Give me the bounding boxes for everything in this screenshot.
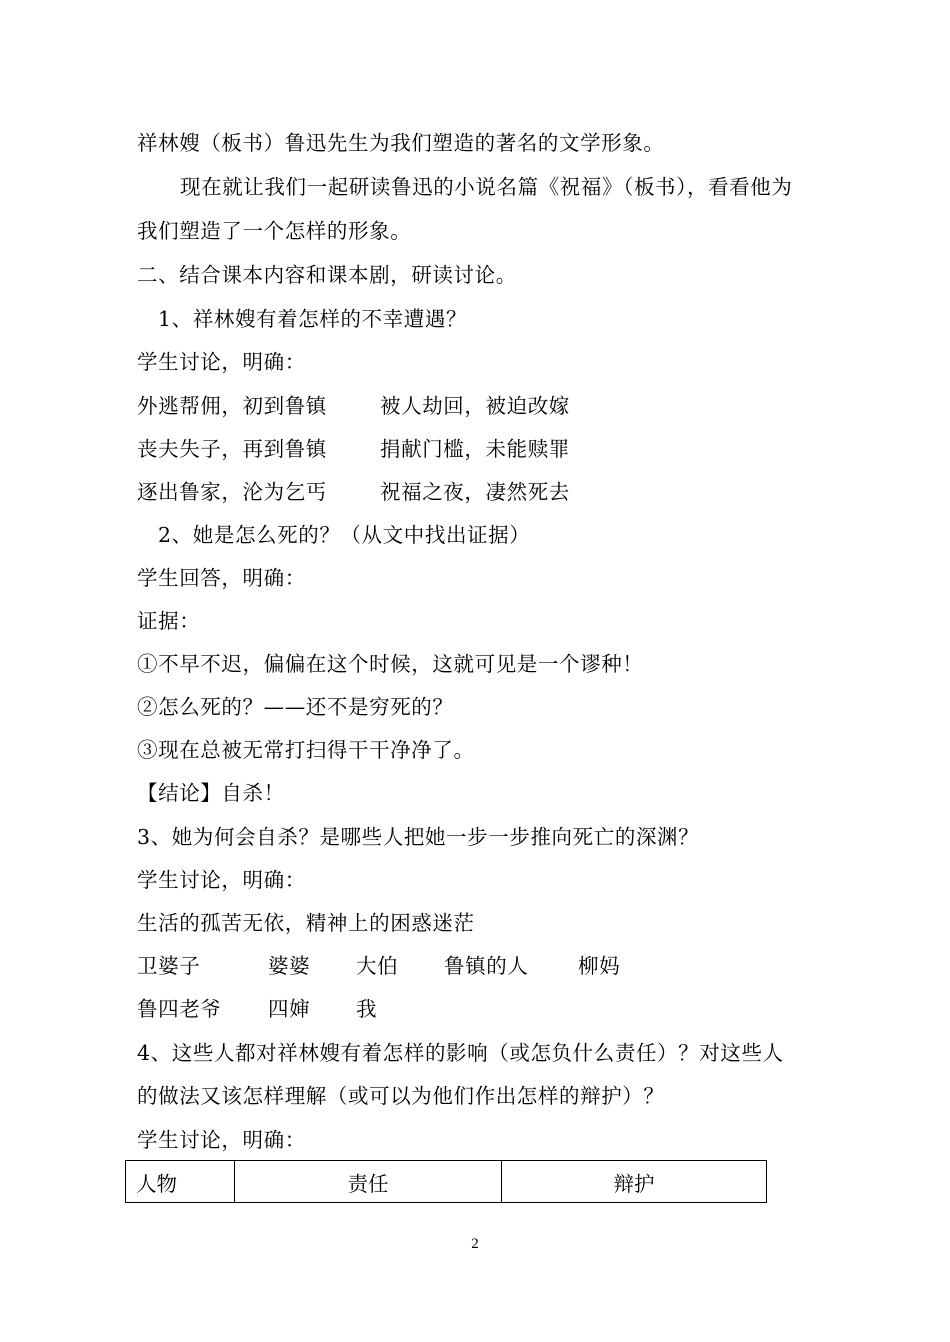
- answer-causes: 生活的孤苦无依，精神上的困惑迷茫: [137, 911, 475, 935]
- evidence-item-2: ②怎么死的？——还不是穷死的？: [137, 695, 454, 719]
- student-answer-2: 学生回答，明确：: [137, 566, 306, 590]
- student-discussion-1: 学生讨论，明确：: [137, 350, 306, 374]
- person-name: 婆婆: [268, 954, 311, 978]
- question-3: 3、她为何会自杀？是哪些人把她一步一步推向死亡的深渊？: [137, 825, 700, 849]
- page-number: 2: [471, 1236, 479, 1252]
- fate-item: 被人劫回，被迫改嫁: [380, 394, 570, 418]
- student-discussion-3: 学生讨论，明确：: [137, 868, 306, 892]
- paragraph-reading-task-cont: 我们塑造了一个怎样的形象。: [137, 219, 412, 243]
- paragraph-reading-task: 现在就让我们一起研读鲁迅的小说名篇《祝福》（板书），看看他为: [180, 175, 793, 199]
- table-header-row: [126, 1161, 767, 1203]
- paragraph-intro: 祥林嫂（板书）鲁迅先生为我们塑造的著名的文学形象。: [137, 131, 665, 155]
- question-4: 4、这些人都对祥林嫂有着怎样的影响（或怎负什么责任）？对这些人: [137, 1041, 784, 1065]
- person-name: 柳妈: [578, 954, 621, 978]
- person-name: 四婶: [268, 997, 311, 1021]
- table-header-responsibility: 责任: [235, 1161, 502, 1203]
- person-name: 我: [356, 997, 378, 1021]
- fate-item: 外逃帮佣，初到鲁镇: [137, 394, 327, 418]
- fate-item: 丧夫失子，再到鲁镇: [137, 437, 327, 461]
- question-2: 2、她是怎么死的？（从文中找出证据）: [158, 523, 531, 547]
- evidence-item-3: ③现在总被无常打扫得干干净净了。: [137, 738, 475, 762]
- section-heading-two: 二、结合课本内容和课本剧，研读讨论。: [137, 263, 517, 287]
- evidence-item-1: ①不早不迟，偏偏在这个时候，这就可见是一个谬种！: [137, 652, 644, 676]
- question-4-cont: 的做法又该怎样理解（或可以为他们作出怎样的辩护）？: [137, 1084, 665, 1108]
- conclusion: 【结论】自杀！: [137, 781, 285, 805]
- student-discussion-4: 学生讨论，明确：: [137, 1128, 306, 1152]
- table-header-defense: 辩护: [502, 1161, 767, 1203]
- responsibility-table: [125, 1160, 767, 1203]
- person-name: 大伯: [356, 954, 399, 978]
- person-name: 鲁四老爷: [137, 997, 222, 1021]
- person-name: 卫婆子: [137, 954, 201, 978]
- fate-item: 逐出鲁家，沦为乞丐: [137, 480, 327, 504]
- person-name: 鲁镇的人: [444, 954, 529, 978]
- question-1: 1、祥林嫂有着怎样的不幸遭遇？: [158, 307, 468, 331]
- table-header-person: 人物: [126, 1161, 235, 1203]
- fate-item: 捐献门槛，未能赎罪: [380, 437, 570, 461]
- fate-item: 祝福之夜，凄然死去: [380, 480, 570, 504]
- evidence-label: 证据：: [137, 609, 201, 633]
